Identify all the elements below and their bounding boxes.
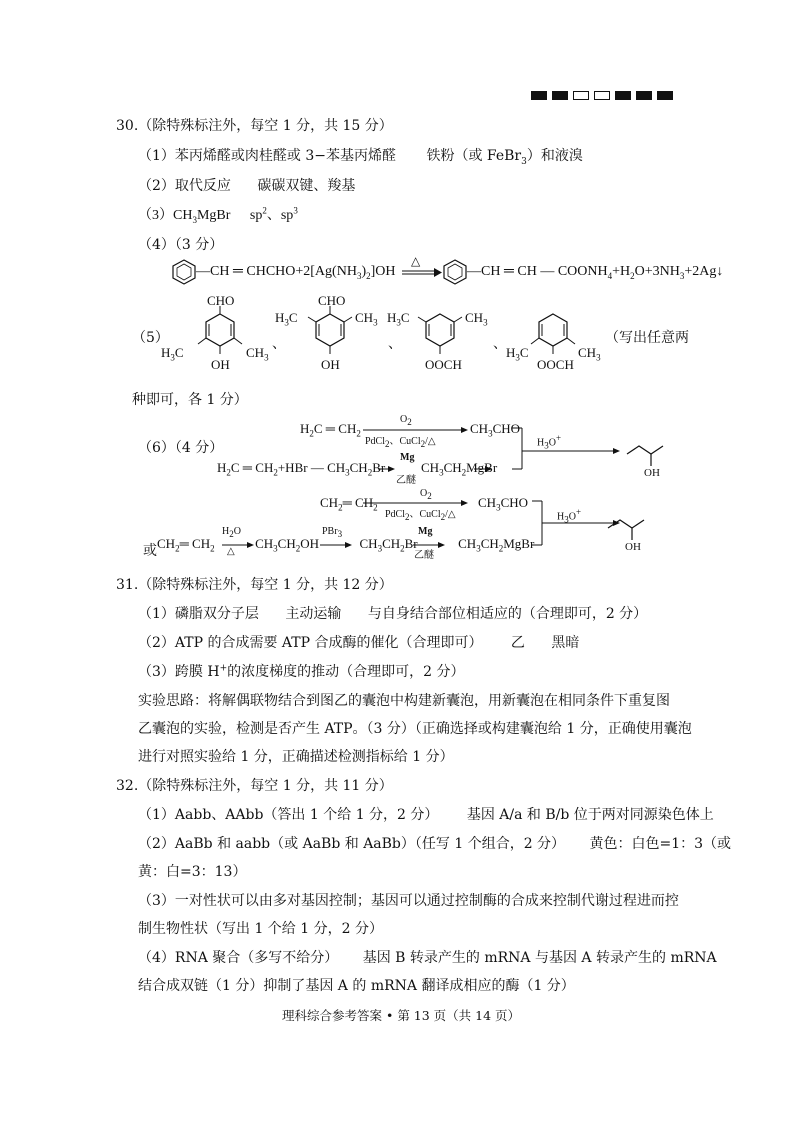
answer-text: 基因 A/a 和 B/b 位于两对同源染色体上: [466, 807, 714, 823]
q30-answer-3: $(3)CH_3MgBr$ $sp^2$、$sp^3$: [138, 205, 298, 225]
route-text: CH: [255, 536, 274, 551]
route-text: Br: [404, 536, 418, 551]
route-text: O: [548, 437, 556, 449]
isomer-structure: [418, 314, 462, 354]
route-text: C ═ CH: [313, 421, 357, 436]
route-text: H: [217, 460, 227, 475]
route-text: CH: [421, 460, 440, 475]
route-text: H: [222, 526, 230, 537]
route-text: H: [537, 437, 545, 449]
route-text: CH: [443, 460, 462, 475]
q32-answer-3: （3）一对性状可以由多对基因控制；基因可以通过控制酶的合成来控制代谢过程进而控: [138, 893, 679, 909]
answer-text: sp: [249, 208, 263, 223]
route-text: CH: [382, 536, 401, 551]
answer-text: （3）CH: [138, 208, 193, 223]
q31-answer-2: [138, 632, 579, 652]
separator: 、: [272, 336, 286, 352]
route-text: C ═ CH: [230, 460, 274, 475]
route-text: CH: [320, 495, 339, 510]
q30-answer-4: （4）（3 分）: [138, 237, 224, 253]
answer-text: 黄色：白色=1：3（或: [589, 836, 732, 852]
header-mark: [573, 91, 589, 100]
answer-text: 碳碳双键、羧基: [257, 178, 356, 194]
route-text: CH: [470, 421, 489, 436]
equation-text: +2Ag↓: [684, 264, 724, 279]
grignard: $CH_3CH_2MgBr$: [421, 460, 498, 478]
ooch-label: OOCH: [425, 357, 462, 372]
heat-symbol: △: [227, 546, 235, 557]
q32-answer-2: [138, 833, 731, 853]
route-text: O: [400, 414, 408, 425]
cho-label: CHO: [207, 293, 235, 308]
q30-answer-5-label: （5）: [132, 330, 169, 346]
route-text: CH: [480, 536, 499, 551]
isomer-structure: [198, 306, 242, 354]
h3o-reagent: $H_3O^+$: [537, 433, 562, 451]
route-text: +HBr — CH: [277, 460, 346, 475]
route-text: Br: [372, 460, 386, 475]
route-text: CH: [478, 495, 497, 510]
route-text: CH: [157, 536, 176, 551]
reagent-o2: $O_2$: [420, 488, 432, 501]
route-text: ═ CH: [179, 536, 211, 551]
oh-label: OH: [644, 467, 660, 479]
q30-answer-2: [138, 175, 355, 195]
route-text: CHO: [500, 495, 529, 510]
route-text: /△: [445, 509, 456, 520]
route-text: CH: [359, 536, 378, 551]
structure-text: CH: [578, 345, 597, 360]
h3c-label: $H_3C$: [275, 310, 298, 328]
answer-text: 乙: [510, 635, 525, 651]
header-marks: [531, 91, 673, 100]
header-mark: [531, 91, 547, 100]
route-text: H: [300, 421, 310, 436]
oh-label: OH: [211, 357, 230, 372]
q30-answer-5-note-2: 种即可，各 1 分）: [132, 392, 248, 408]
answer-text: （2）AaBb 和 aabb（或 AaBb 和 AaBb）（任写 1 个组合，2 分）: [138, 836, 566, 852]
equation-text: ): [361, 264, 367, 279]
equation-text: O+3NH: [634, 264, 680, 279]
route-text: CH: [277, 536, 296, 551]
answer-text: MgBr: [196, 208, 231, 223]
structure-text: H: [161, 345, 171, 360]
h3c-label: $H_3C$: [387, 310, 410, 328]
structure-text: CH: [465, 310, 484, 325]
equation-text: —CH ═ CHCHO+2[Ag(NH: [196, 264, 357, 279]
answer-text: （4）RNA 聚合（多写不给分）: [138, 950, 339, 966]
route-text: O: [233, 526, 241, 537]
route-text: PBr: [322, 526, 338, 537]
route-text: PdCl: [365, 436, 386, 447]
answer-text: （1）Aabb、AAbb（答出 1 个给 1 分，2 分）: [138, 807, 439, 823]
structure-text: H: [387, 310, 397, 325]
q30-answer-6-label: （6）（4 分）: [138, 440, 224, 456]
answer-text: 铁粉（或 FeBr: [426, 148, 522, 164]
ch3-label: $CH_3$: [246, 345, 269, 363]
route-text: MgBr: [503, 536, 535, 551]
route-text: 、CuCl: [409, 509, 441, 520]
route-text: ═ CH: [342, 495, 374, 510]
isomer-structures: [160, 292, 680, 388]
answer-text: （1）苯丙烯醛或肉桂醛或 3−苯基丙烯醛: [138, 148, 396, 164]
header-mark: [615, 91, 631, 100]
header-mark: [636, 91, 652, 100]
ch3-label: $CH_3$: [578, 345, 601, 363]
pbr3-reagent: PBr$_3$: [322, 526, 343, 539]
separator: 、: [388, 336, 402, 352]
route-text: OH: [300, 536, 319, 551]
cho-label: CHO: [318, 293, 346, 308]
q31-experiment-3: 进行对照实验给 1 分，正确描述检测指标给 1 分）: [138, 749, 454, 765]
separator: 、: [493, 336, 507, 352]
route2-ethylene: $CH_2═$ $CH_2$: [320, 495, 378, 513]
structure-text: H: [506, 345, 516, 360]
answer-text: 、sp: [266, 208, 294, 223]
equation-text: —CH ═ CH — COONH: [467, 264, 608, 279]
structure-text: CH: [355, 310, 374, 325]
answer-text: ）和液溴: [526, 148, 583, 164]
structure-text: CH: [246, 345, 265, 360]
route-text: /△: [425, 436, 436, 447]
answer-text: （2）ATP 的合成需要 ATP 合成酶的催化（合理即可）: [138, 635, 483, 651]
h2o-reagent: $H_2O$: [222, 526, 241, 539]
h3o-reagent: $H_3O^+$: [557, 507, 582, 525]
or-label: 或: [143, 543, 157, 559]
q30-heading: 30.（除特殊标注外，每空 1 分，共 15 分）: [116, 118, 393, 134]
route1-ethylene: $H_2C$ ═ $CH_2$: [300, 421, 361, 439]
q31-answer-3: （3）跨膜 H+的浓度梯度的推动（合理即可，2 分）: [138, 663, 465, 680]
route1-bottom: $H_2C$ ═ $CH_2+HBr$ — $CH_3CH_2Br$: [217, 460, 386, 478]
answer-text: 黑暗: [551, 635, 580, 651]
q32-heading: 32.（除特殊标注外，每空 1 分，共 11 分）: [116, 778, 393, 794]
equation-text: +H: [612, 264, 631, 279]
h3c-label: $H_3C$: [506, 345, 529, 363]
structure-text: H: [275, 310, 285, 325]
ether-reagent: 乙醚: [414, 550, 434, 561]
ooch-label: OOCH: [537, 357, 574, 372]
page-footer: 理科综合参考答案 • 第 13 页（共 14 页）: [282, 1008, 521, 1023]
answer-text: 与自身结合部位相适应的（合理即可，2 分）: [367, 606, 648, 622]
answer-text: 主动运输: [285, 606, 342, 622]
answer-text: （1）磷脂双分子层: [138, 606, 259, 622]
route-text: 、CuCl: [389, 436, 421, 447]
q32-answer-3b: 制生物性状（写出 1 个给 1 分，2 分）: [138, 921, 383, 937]
answer-text: 基因 B 转录产生的 mRNA 与基因 A 转录产生的 mRNA: [362, 950, 717, 966]
header-mark: [657, 91, 673, 100]
q30-answer-5-note: （写出任意两: [605, 330, 689, 346]
mg-reagent: Mg: [400, 452, 415, 463]
ch3-label: $CH_3$: [355, 310, 378, 328]
q31-answer-1: [138, 603, 647, 623]
heat-symbol: △: [411, 254, 421, 268]
route-text: PdCl: [385, 509, 406, 520]
isomer-structure: [308, 306, 352, 354]
ether-reagent: 乙醚: [396, 475, 416, 486]
route-text: O: [568, 511, 576, 523]
isomer-structure: [531, 314, 575, 354]
acetaldehyde: $CH_3CHO$: [470, 421, 521, 439]
header-mark: [594, 91, 610, 100]
route-text: H: [557, 511, 565, 523]
q32-answer-1: [138, 804, 714, 824]
answer-text: （3）跨膜 H: [138, 664, 220, 680]
reagent-o2: $O_2$: [400, 414, 412, 427]
q32-answer-4b: 结合成双链（1 分）抑制了基因 A 的 mRNA 翻译成相应的酶（1 分）: [138, 978, 575, 994]
catalyst: PdCl$_2$、CuCl$_2$/△: [385, 509, 456, 522]
answer-text: （2）取代反应: [138, 178, 231, 194]
equation-text: ]OH: [370, 264, 396, 279]
h3c-label: $H_3C$: [161, 345, 184, 363]
catalyst: PdCl$_2$、CuCl$_2$/△: [365, 436, 436, 449]
ch3-label: $CH_3$: [465, 310, 488, 328]
q32-answer-4: [138, 947, 717, 967]
route-text: MgBr: [466, 460, 498, 475]
mg-reagent: Mg: [418, 526, 433, 537]
route-text: CH: [458, 536, 477, 551]
route-text: O: [420, 488, 428, 499]
q32-answer-2b: 黄：白=3：13）: [138, 864, 247, 880]
oh-label: OH: [625, 541, 641, 553]
q31-heading: 31.（除特殊标注外，每空 1 分，共 12 分）: [116, 577, 393, 593]
route-text: CHO: [492, 421, 521, 436]
route-text: CH: [349, 460, 368, 475]
q31-experiment-1: 实验思路：将解偶联物结合到图乙的囊泡中构建新囊泡，用新囊泡在相同条件下重复图: [138, 693, 670, 709]
route2-bottom: $CH_2═$ $CH_2$ $CH_3CH_2OH$ $CH_3CH_2Br$ $CH_3CH_2MgBr$: [157, 536, 535, 554]
header-mark: [552, 91, 568, 100]
q31-experiment-2: 乙囊泡的实验，检测是否产生 ATP。（3 分）（正确选择或构建囊泡给 1 分，正确使用囊泡: [138, 721, 692, 737]
answer-text: 的浓度梯度的推动（合理即可，2 分）: [227, 664, 465, 680]
acetaldehyde: $CH_3CHO$: [478, 495, 529, 513]
q30-answer-1: （1）苯丙烯醛或肉桂醛或 3−苯基丙烯醛 铁粉（或 FeBr$_3$）和液溴: [138, 148, 583, 167]
oh-label: OH: [321, 357, 340, 372]
